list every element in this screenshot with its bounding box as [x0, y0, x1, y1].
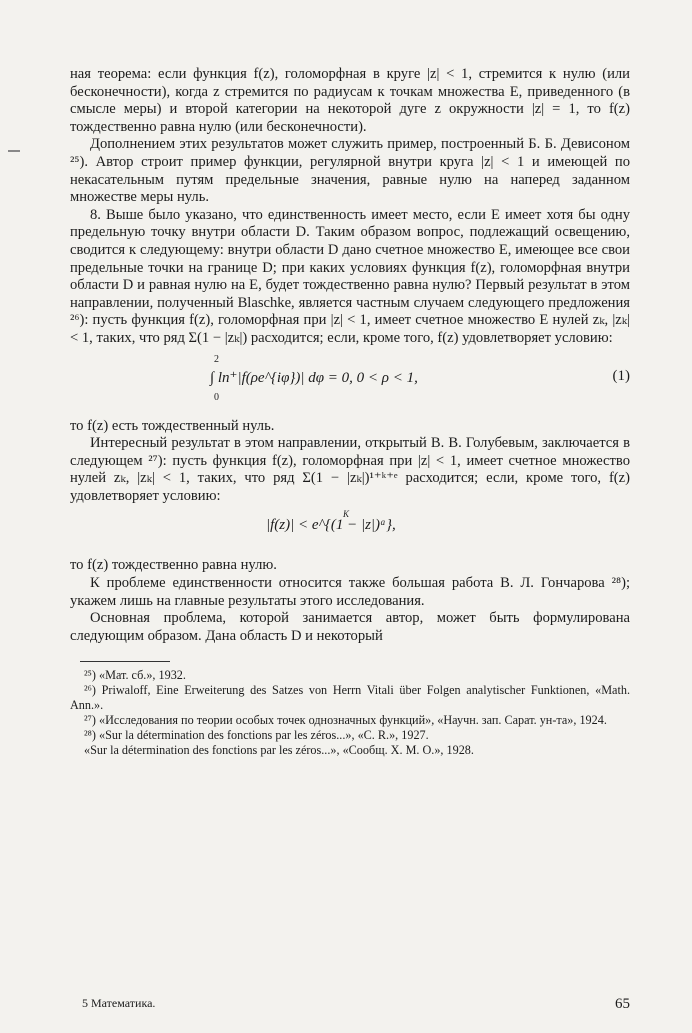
- formula-2: [70, 509, 630, 553]
- margin-mark: [8, 150, 20, 152]
- printer-signature: 5 Математика.: [82, 996, 156, 1010]
- footnote-divider: [80, 661, 170, 662]
- footnote-26: ²⁶) Priwaloff, Eine Erweiterung des Satzes von Herrn Vitali über Folgen analytischer Funktionen, «Math. Ann.».: [70, 683, 630, 713]
- formula-1: [70, 354, 630, 414]
- integral-upper-limit: 2: [214, 353, 219, 365]
- paragraph-1: ная теорема: если функция f(z), голоморфная в круге |z| < 1, стремится к нулю (или бесконечности), когда z стремится по радиусам к точкам множества E, приведенного (в смысле меры) и второй категории на некоторой дуге z окружности |z| = 1, то f(z) тождественно равна нулю (или бесконечности).: [70, 66, 630, 135]
- formula-1-number: (1): [612, 367, 630, 384]
- paragraph-7: К проблеме единственности относится также большая работа В. Л. Гончарова ²⁸); укажем лишь на главные результаты этого исследования.: [70, 575, 630, 609]
- footnote-28-continued: «Sur la détermination des fonctions par les zéros...», «Сообщ. Х. М. О.», 1928.: [84, 743, 474, 758]
- formula-2-expression: |f(z)| < e^{(1 − |z|)ᵃ},: [266, 517, 396, 534]
- footnote-27: ²⁷) «Исследования по теории особых точек однозначных функций», «Научн. зап. Сарат. ун-та», 1924.: [84, 713, 607, 728]
- footnote-28: ²⁸) «Sur la détermination des fonctions par les zéros...», «C. R.», 1927.: [84, 728, 429, 743]
- page-footer: [82, 996, 630, 1013]
- formula-1-expression: ∫ ln⁺|f(ρe^{iφ})| dφ = 0, 0 < ρ < 1,: [210, 369, 418, 386]
- page-number: 65: [615, 996, 630, 1012]
- paragraph-5: Интересный результат в этом направлении, открытый В. В. Голубевым, заключается в следующем ²⁷): пусть функция f(z), голоморфная при |z| < 1, имеет счетное множество нулей zₖ, |zₖ| < 1, таких, что ряд Σ(1 − |zₖ|)¹⁺ᵏ⁺ᵉ расходится; если, кроме того, f(z) удовлетворяет условию:: [70, 435, 630, 504]
- paragraph-2: Дополнением этих результатов может служить пример, построенный Б. Б. Девисоном ²⁵). Автор строит пример функции, регулярной внутри круга |z| < 1 и имеющей по некасательным путям предельные значения, равные нулю на наперед заданном множестве меры нуль.: [70, 136, 630, 206]
- paragraph-3: 8. Выше было указано, что единственность имеет место, если E имеет хотя бы одну предельную точку внутри области D. Таким образом вопрос, подлежащий освещению, сводится к следующему: внутри области D дано счетное множество E, имеющее все свои предельные точки на границе D; при каких условиях функция f(z), голоморфная внутри области D и равная нулю на E, будет тождественно равна нулю? Первый результат в этом направлении, полученный Blaschke, является частным случаем следующего предложения ²⁶): пусть функция f(z), голоморфная при |z| < 1, имеет счетное множество E нулей zₖ, |zₖ| < 1, таких, что ряд Σ(1 − |zₖ|) расходится; если, кроме того, f(z) удовлетворяет условию:: [70, 206, 630, 346]
- paragraph-8: Основная проблема, которой занимается автор, может быть формулирована следующим образом. Дана область D и некоторый: [70, 610, 630, 644]
- integral-lower-limit: 0: [214, 391, 219, 403]
- paragraph-6: то f(z) тождественно равна нулю.: [70, 557, 277, 574]
- page-body: [70, 66, 630, 758]
- paragraph-4: то f(z) есть тождественный нуль.: [70, 417, 275, 434]
- footnote-25: ²⁵) «Мат. сб.», 1932.: [84, 668, 186, 683]
- formula-2-superscript: K: [343, 509, 350, 520]
